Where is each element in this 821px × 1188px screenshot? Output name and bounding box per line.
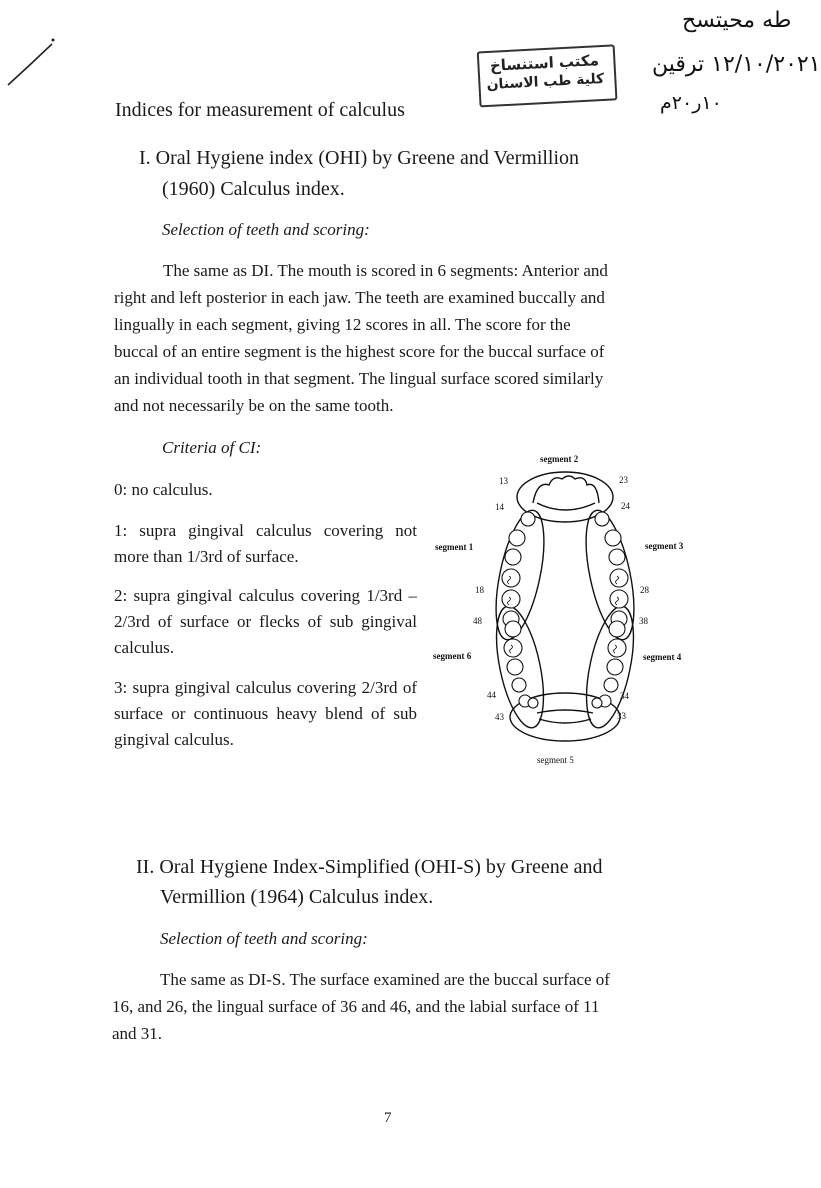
- para-line: The same as DI-S. The surface examined are the buccal surface of: [160, 970, 610, 989]
- criteria-item-2: 2: supra gingival calculus covering 1/3rd – 2/3rd of surface or flecks of sub gingival calculus.: [114, 586, 417, 657]
- section2-heading-line2: Vermillion (1964) Calculus index.: [160, 886, 434, 908]
- label-segment-4: segment 4: [643, 652, 682, 662]
- para-line: The same as DI. The mouth is scored in 6 segments: Anterior and: [163, 261, 608, 280]
- criteria-heading: Criteria of CI:: [162, 438, 262, 457]
- section1-heading-line2: (1960) Calculus index.: [162, 178, 345, 200]
- tooth-number: 23: [619, 475, 628, 485]
- tooth-number: 48: [473, 616, 482, 626]
- stamp-line1: مكتب استنساخ: [489, 51, 600, 75]
- para-line: right and left posterior in each jaw. The teeth are examined buccally and: [114, 288, 605, 307]
- para-line: lingually in each segment, giving 12 scores in all. The score for the: [114, 315, 571, 334]
- document-title: Indices for measurement of calculus: [115, 99, 405, 121]
- tooth-number: 28: [640, 585, 649, 595]
- tooth-number: 18: [475, 585, 484, 595]
- section1-heading-line1: I. Oral Hygiene index (OHI) by Greene and Vermillion: [139, 147, 580, 169]
- criteria-item-3: 3: supra gingival calculus covering 2/3rd of surface or continuous heavy blend of sub gingival calculus.: [114, 678, 417, 749]
- para-line: and not necessarily be on the same tooth.: [114, 396, 394, 415]
- label-segment-2: segment 2: [540, 454, 579, 464]
- handwritten-note-line1: طه محيتسح: [682, 8, 792, 33]
- office-stamp: [468, 34, 622, 114]
- section1-paragraph: [114, 257, 679, 419]
- page-number: 7: [384, 1110, 392, 1126]
- tooth-number: 34: [620, 691, 629, 701]
- section2-heading-line1: II. Oral Hygiene Index-Simplified (OHI-S) by Greene and: [136, 856, 603, 878]
- para-line: and 31.: [112, 1024, 163, 1043]
- dental-segments-diagram: [425, 445, 700, 775]
- label-segment-5: segment 5: [537, 755, 574, 765]
- tooth-number: 43: [495, 712, 504, 722]
- handwritten-note-line3: ١٠ر٢٠م: [660, 92, 722, 114]
- label-segment-3: segment 3: [645, 541, 684, 551]
- tooth-number: 24: [621, 501, 630, 511]
- tooth-number: 13: [499, 476, 508, 486]
- section2-paragraph: [112, 966, 672, 1047]
- para-line: buccal of an entire segment is the highest score for the buccal surface of: [114, 342, 605, 361]
- label-segment-6: segment 6: [433, 651, 472, 661]
- tooth-number: 33: [617, 711, 626, 721]
- criteria-item-0: 0: no calculus.: [114, 480, 213, 499]
- section1-subheading: Selection of teeth and scoring:: [162, 220, 370, 239]
- handwritten-note-line2: ١٢/١٠/٢٠٢١ ترقين: [652, 52, 821, 77]
- section2-subheading: Selection of teeth and scoring:: [160, 929, 368, 948]
- tooth-number: 38: [639, 616, 648, 626]
- pen-tick-mark: [0, 30, 70, 90]
- tooth-number: 14: [495, 502, 504, 512]
- label-segment-1: segment 1: [435, 542, 474, 552]
- criteria-item-1: 1: supra gingival calculus covering not more than 1/3rd of surface.: [114, 521, 417, 566]
- para-line: an individual tooth in that segment. The lingual surface scored similarly: [114, 369, 604, 388]
- para-line: 16, and 26, the lingual surface of 36 and 46, and the labial surface of 11: [112, 997, 600, 1016]
- stamp-line2: كلية طب الاسنان: [486, 70, 605, 94]
- tooth-number: 44: [487, 690, 496, 700]
